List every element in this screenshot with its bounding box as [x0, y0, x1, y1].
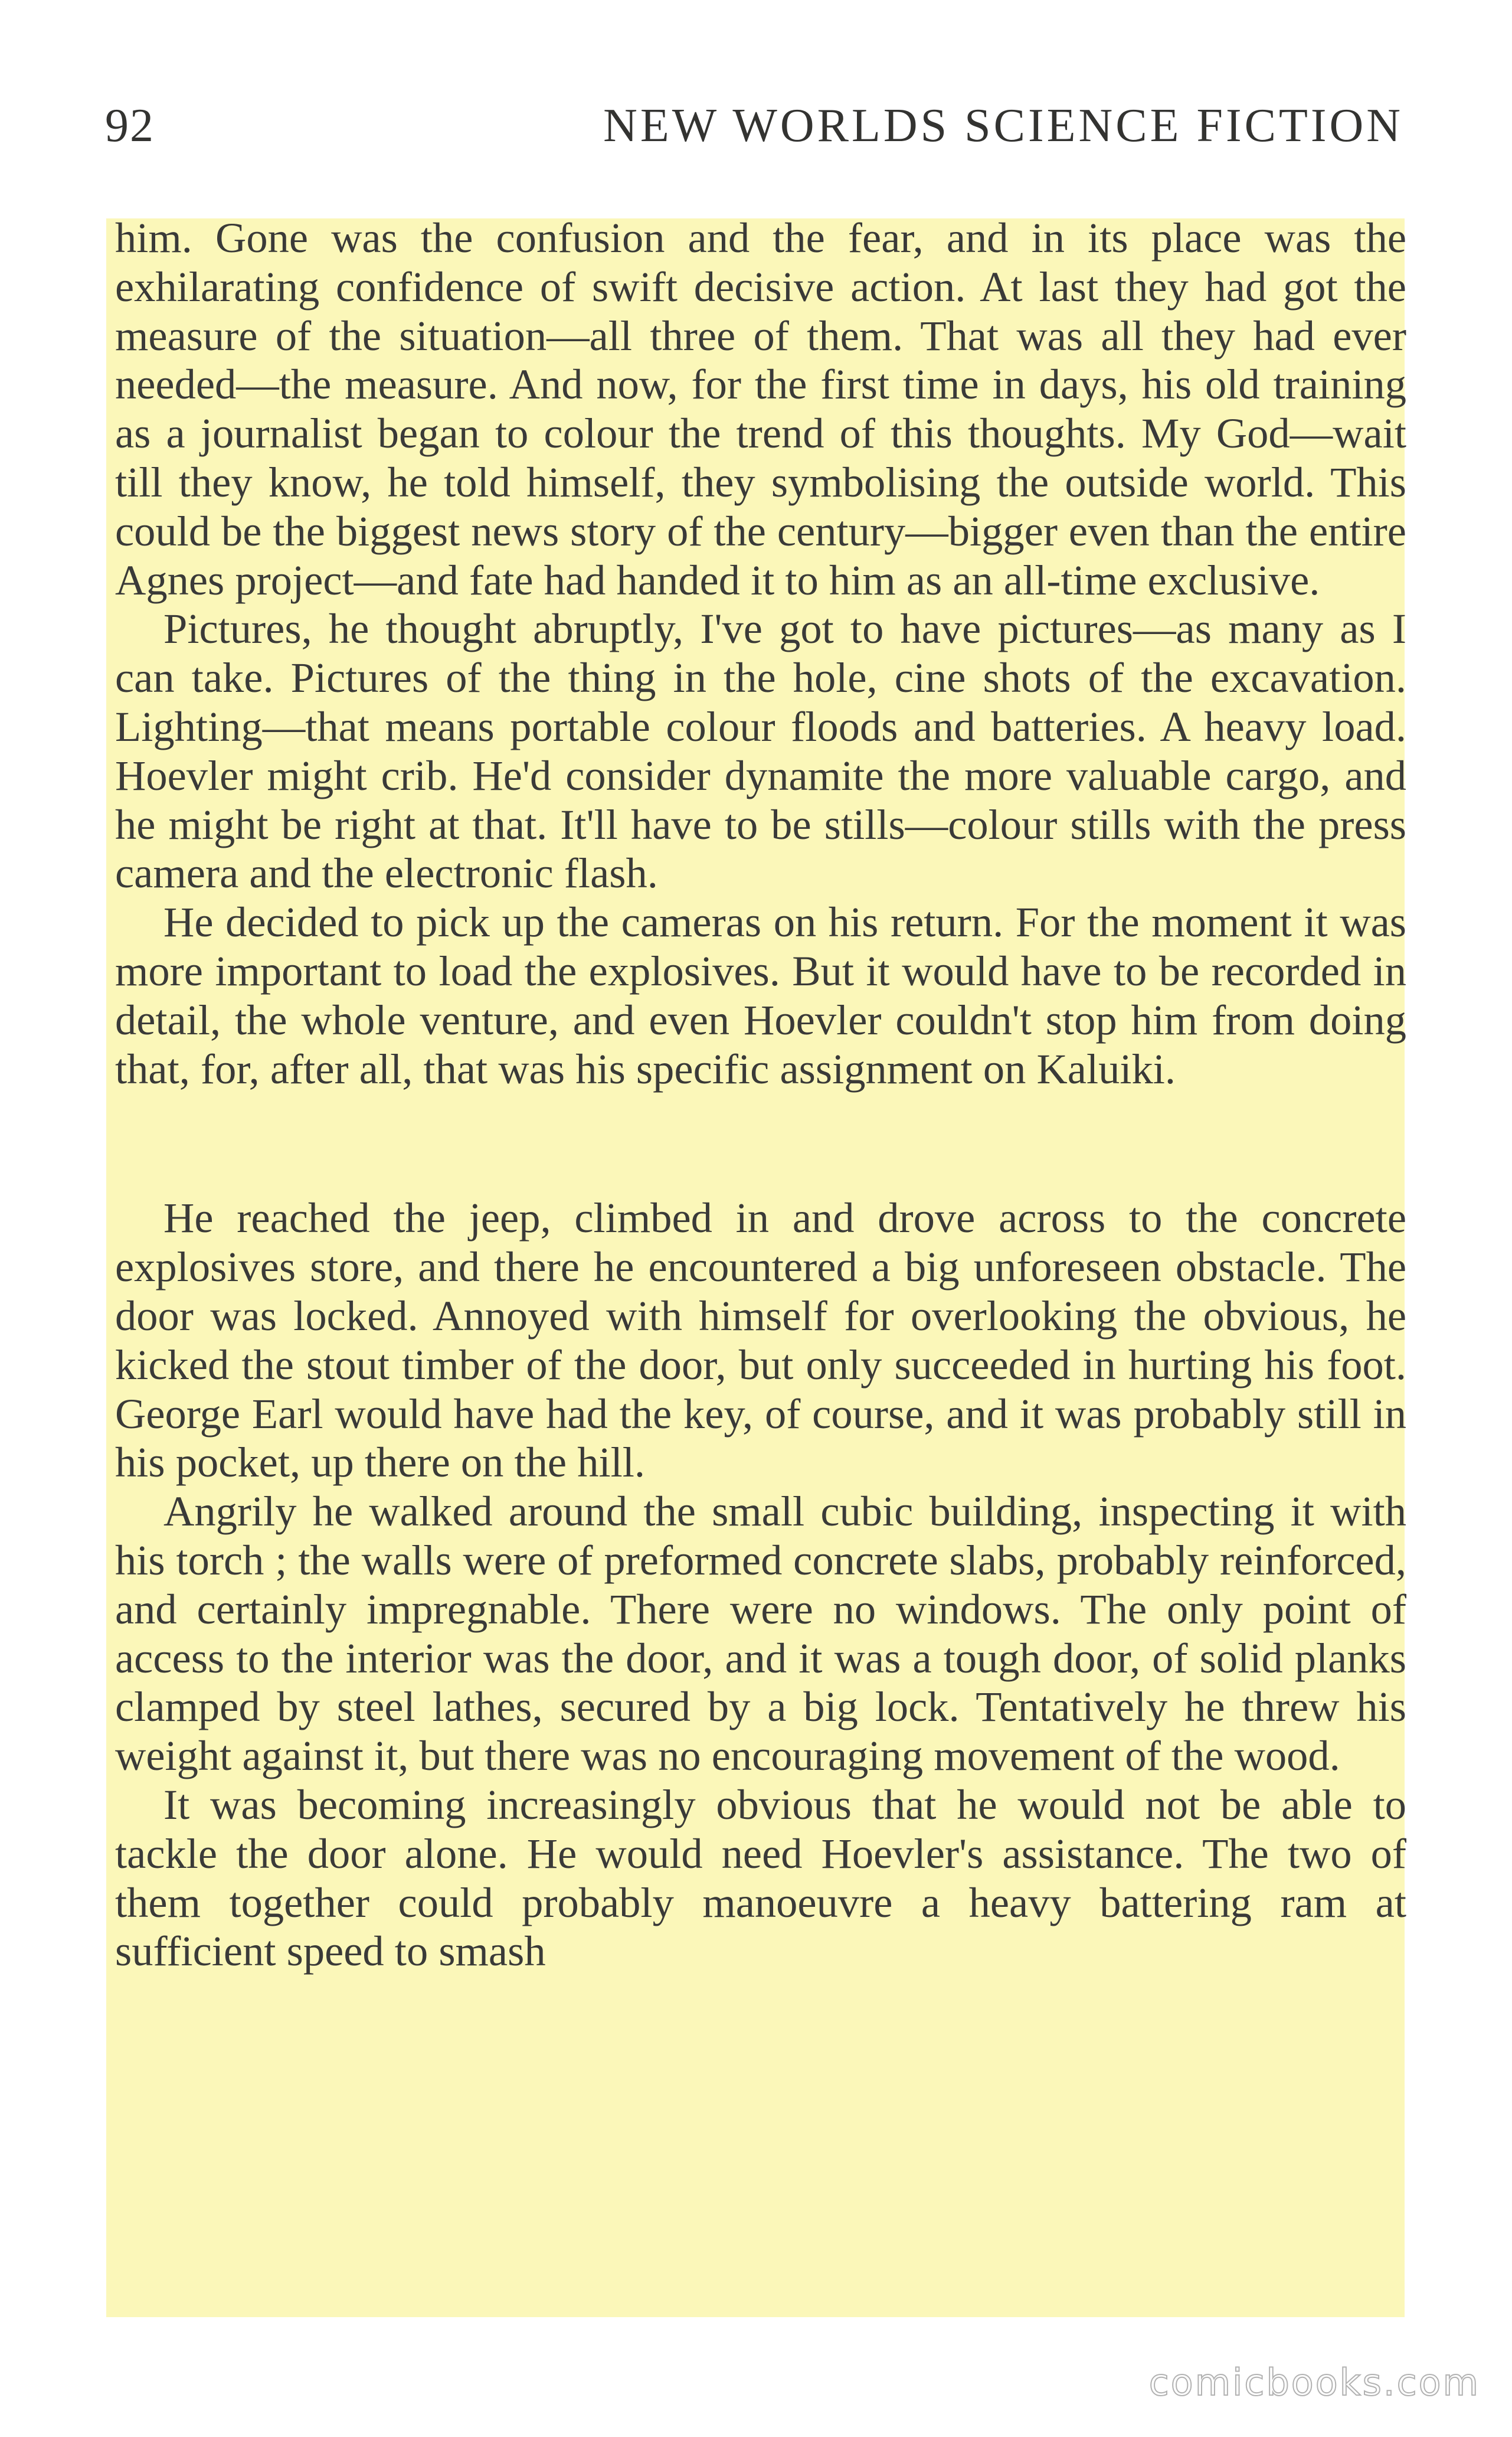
- page-number: 92: [105, 100, 155, 152]
- watermark: comicbooks.com: [1148, 2361, 1480, 2404]
- paragraph: him. Gone was the confusion and the fear, and in its place was the exhilarating confidence of swift decisive action. At last they had got the measure of the situation—all three of them. That was all they had ever needed—the measure. And now, for the first time in days, his old training as a journalist began to colour the trend of this thoughts. My God—wait till they know, he told himself, they symbolising the outside world. This could be the biggest news story of the century—bigger even than the entire Agnes project—and fate had handed it to him as an all-time exclusive.: [115, 214, 1406, 604]
- paragraph: He decided to pick up the cameras on his return. For the moment it was more important to load the explosives. But it would have to be recorded in detail, the whole venture, and even Hoevler couldn't stop him from doing that, for, after all, that was his specific assignment on Kaluiki.: [115, 898, 1406, 1093]
- running-title: NEW WORLDS SCIENCE FICTION: [603, 100, 1403, 152]
- paragraph: He reached the jeep, climbed in and drove across to the concrete explosives store, and there he encountered a big unforeseen obstacle. The door was locked. Annoyed with himself for overlooking the obvious, he kicked the stout timber of the door, but only succeeded in hurting his foot. George Earl would have had the key, of course, and it was probably still in his pocket, up there on the hill.: [115, 1194, 1406, 1487]
- paragraph: Angrily he walked around the small cubic building, inspecting it with his torch ; the walls were of preformed concrete slabs, probably reinforced, and certainly impregnable. There were no windows. The only point of access to the interior was the door, and it was a tough door, of solid planks clamped by steel lathes, secured by a big lock. Tentatively he threw his weight against it, but there was no encouraging movement of the wood.: [115, 1487, 1406, 1780]
- section-break: [115, 1093, 1406, 1194]
- paragraph: It was becoming increasingly obvious that he would not be able to tackle the door alone. He would need Hoevler's assistance. The two of them together could probably manoeuvre a heavy battering ram at sufficient speed to smash: [115, 1780, 1406, 1975]
- page-header: [105, 99, 1403, 164]
- body-text: [115, 214, 1406, 1976]
- paragraph: Pictures, he thought abruptly, I've got to have pictures—as many as I can take. Pictures of the thing in the hole, cine shots of the excavation. Lighting—that means portable colour floods and batteries. A heavy load. Hoevler might crib. He'd consider dynamite the more valuable cargo, and he might be right at that. It'll have to be stills—colour stills with the press camera and the electronic flash.: [115, 605, 1406, 897]
